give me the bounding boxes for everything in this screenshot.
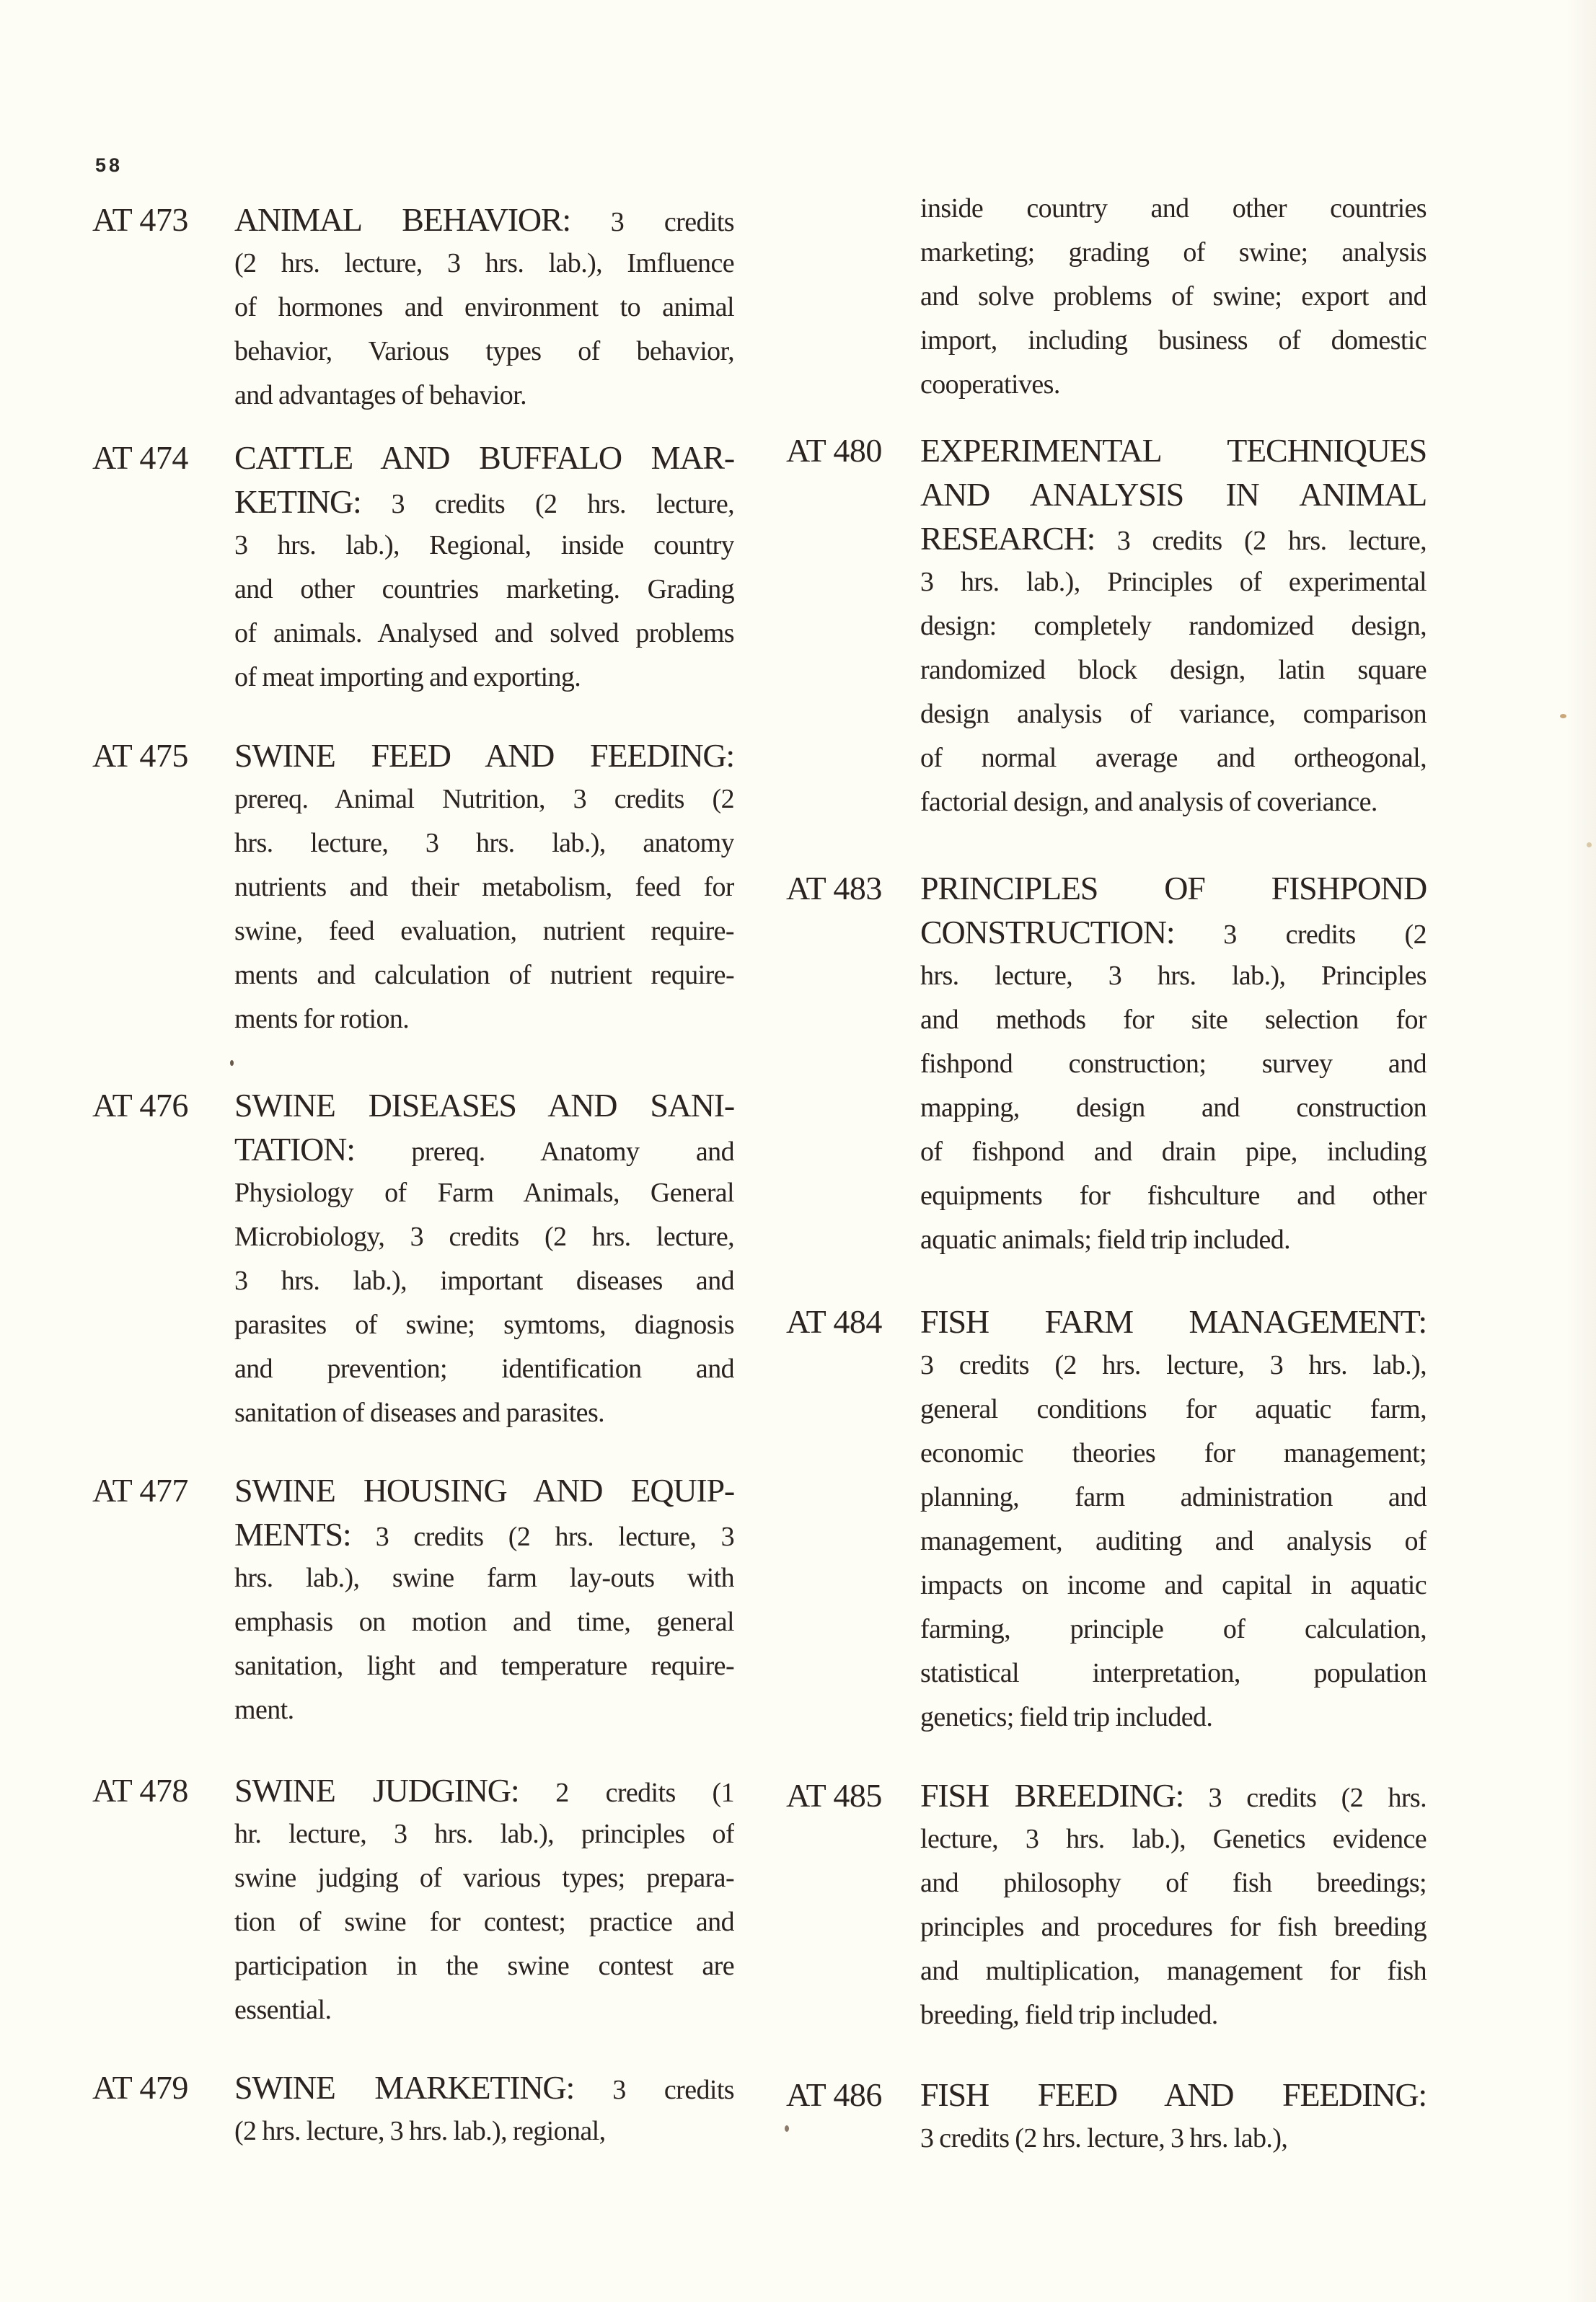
course-code: AT 475 (92, 737, 188, 774)
course-description: hrs. lecture, 3 hrs. lab.), anatomy (234, 828, 734, 858)
text-line (234, 568, 734, 612)
course-text (234, 436, 734, 700)
course-description: 3 hrs. lab.), important diseases and (234, 1266, 734, 1296)
course-title: AND ANALYSIS IN ANIMAL (920, 476, 1427, 513)
course-title: EXPERIMENTAL TECHNIQUES (920, 432, 1427, 469)
course-description: and multiplication, management for fish (920, 1956, 1427, 1986)
text-line (234, 1468, 734, 1512)
text-line (234, 1988, 734, 2032)
course-description: ments and calculation of nutrient require- (234, 960, 734, 990)
course-title: SWINE MARKETING: (234, 2069, 575, 2106)
course-description: sanitation of diseases and parasites. (234, 1398, 605, 1428)
course-title: FISH FARM MANAGEMENT: (920, 1303, 1427, 1340)
course-text (234, 2065, 734, 2153)
course-title: KETING: (234, 483, 361, 520)
course-text (920, 428, 1427, 824)
course-description: farming, principle of calculation, (920, 1614, 1427, 1644)
course-description: 3 credits (2 hrs. (1183, 1783, 1427, 1813)
text-line (234, 777, 734, 821)
text-line (234, 1303, 734, 1347)
scan-speck (1560, 714, 1566, 718)
course-title: SWINE HOUSING AND EQUIP- (234, 1472, 734, 1509)
text-line (920, 1174, 1427, 1218)
text-line (920, 910, 1427, 954)
text-line (234, 374, 734, 418)
course-description: swine, feed evaluation, nutrient require- (234, 916, 734, 946)
text-line (920, 2073, 1427, 2117)
text-line (920, 560, 1427, 604)
course-description: and philosophy of fish breedings; (920, 1868, 1427, 1898)
text-line (920, 428, 1427, 472)
course-code: AT 476 (92, 1087, 188, 1124)
text-line (234, 330, 734, 374)
course-description: design: completely randomized design, (920, 611, 1427, 641)
text-line (920, 998, 1427, 1042)
course-description: principles and procedures for fish breeding (920, 1912, 1427, 1942)
course-description: statistical interpretation, population (920, 1658, 1427, 1688)
course-description: behavior, Various types of behavior, (234, 336, 734, 366)
text-line (920, 1949, 1427, 1993)
text-line (234, 480, 734, 524)
text-line (234, 286, 734, 330)
course-description: of fishpond and drain pipe, including (920, 1137, 1427, 1167)
text-line (920, 1300, 1427, 1344)
course-description: of hormones and environment to animal (234, 292, 734, 322)
course-text (234, 198, 734, 418)
course-description: 3 credits (2 hrs. lecture, 3 hrs. lab.), (920, 2123, 1288, 2153)
course-description: parasites of swine; symtoms, diagnosis (234, 1310, 734, 1340)
course-code: AT 485 (786, 1777, 882, 1814)
course-description: general conditions for aquatic farm, (920, 1394, 1427, 1424)
course-code: AT 479 (92, 2069, 188, 2106)
course-description: hrs. lab.), swine farm lay-outs with (234, 1563, 734, 1593)
text-line (234, 1812, 734, 1856)
course-description: management, auditing and analysis of (920, 1526, 1427, 1556)
text-line (920, 1993, 1427, 2037)
text-line (234, 997, 734, 1041)
text-line (920, 1564, 1427, 1608)
text-line (920, 1905, 1427, 1949)
course-description: Microbiology, 3 credits (2 hrs. lecture, (234, 1222, 734, 1252)
text-line (920, 736, 1427, 780)
text-line (234, 612, 734, 656)
course-description: of meat importing and exporting. (234, 662, 581, 692)
text-line (920, 1608, 1427, 1651)
text-line (234, 909, 734, 953)
text-line (234, 524, 734, 568)
scan-speck (230, 1060, 234, 1066)
continued-entry-at-479 (920, 187, 1427, 407)
text-line (234, 2109, 734, 2153)
course-text (234, 733, 734, 1041)
text-line (234, 1259, 734, 1303)
text-line (920, 780, 1427, 824)
course-code: AT 480 (786, 432, 882, 469)
course-description: (2 hrs. lecture, 3 hrs. lab.), Imfluence (234, 248, 734, 278)
course-description: essential. (234, 1995, 332, 2025)
course-description: 3 credits (570, 207, 734, 237)
course-text (234, 1768, 734, 2032)
course-description: and other countries marketing. Grading (234, 574, 734, 604)
text-line (920, 866, 1427, 910)
text-line (234, 2065, 734, 2109)
course-title: TATION: (234, 1131, 355, 1168)
course-description: breeding, field trip included. (920, 2000, 1218, 2030)
text-line (234, 1944, 734, 1988)
course-title: SWINE FEED AND FEEDING: (234, 737, 734, 774)
course-description: 3 credits (574, 2075, 734, 2105)
course-description: genetics; field trip included. (920, 1702, 1213, 1732)
text-line (920, 1388, 1427, 1432)
course-description: 3 credits (2 hrs. lecture, (1095, 526, 1427, 556)
course-description: of animals. Analysed and solved problems (234, 618, 734, 648)
course-title: CATTLE AND BUFFALO MAR- (234, 439, 734, 476)
text-line (920, 1695, 1427, 1739)
text-line (234, 1127, 734, 1171)
text-line (920, 604, 1427, 648)
text-line (920, 1520, 1427, 1564)
text-line (920, 1086, 1427, 1130)
course-description: design analysis of variance, comparison (920, 699, 1427, 729)
course-title: RESEARCH: (920, 520, 1095, 557)
course-code: AT 474 (92, 439, 188, 476)
text-line (920, 954, 1427, 998)
course-text (920, 1773, 1427, 2037)
course-title: SWINE JUDGING: (234, 1772, 519, 1809)
course-title: FISH FEED AND FEEDING: (920, 2076, 1427, 2113)
text-line (920, 1042, 1427, 1086)
course-description: Physiology of Farm Animals, General (234, 1178, 734, 1208)
text-line (234, 1347, 734, 1391)
course-code: AT 478 (92, 1772, 188, 1809)
course-code: AT 477 (92, 1472, 188, 1509)
course-description: aquatic animals; field trip included. (920, 1225, 1291, 1255)
text-line (234, 1391, 734, 1435)
text-line: import, including business of domestic (920, 325, 1427, 356)
course-description: prereq. Animal Nutrition, 3 credits (2 (234, 784, 734, 814)
course-text (920, 2073, 1427, 2161)
course-text (920, 1300, 1427, 1739)
course-code: AT 483 (786, 870, 882, 907)
course-text (920, 866, 1427, 1262)
text-line (920, 692, 1427, 736)
course-description: 3 hrs. lab.), Regional, inside country (234, 530, 734, 560)
text-line (234, 1171, 734, 1215)
course-description: participation in the swine contest are (234, 1951, 734, 1981)
course-description: impacts on income and capital in aquatic (920, 1570, 1427, 1600)
scan-speck (1587, 842, 1592, 847)
text-line (234, 1900, 734, 1944)
text-line (920, 472, 1427, 516)
course-description: mapping, design and construction (920, 1093, 1427, 1123)
text-line (234, 865, 734, 909)
course-description: and methods for site selection for (920, 1005, 1427, 1035)
text-line (234, 436, 734, 480)
text-line (234, 1768, 734, 1812)
course-description: of normal average and ortheogonal, (920, 743, 1427, 773)
course-code: AT 473 (92, 201, 188, 238)
course-title: FISH BREEDING: (920, 1777, 1184, 1814)
text-line (234, 1215, 734, 1259)
course-title: MENTS: (234, 1516, 351, 1553)
course-description: 3 credits (2 hrs. lecture, 3 (350, 1522, 734, 1552)
course-description: emphasis on motion and time, general (234, 1607, 734, 1637)
course-description: economic theories for management; (920, 1438, 1427, 1468)
text-line (920, 1817, 1427, 1861)
scan-speck (785, 2125, 789, 2132)
text-line (920, 1432, 1427, 1476)
course-description: sanitation, light and temperature require- (234, 1651, 734, 1681)
text-line (234, 1644, 734, 1688)
course-description: ments for rotion. (234, 1004, 410, 1034)
course-description: lecture, 3 hrs. lab.), Genetics evidence (920, 1824, 1427, 1854)
course-title: ANIMAL BEHAVIOR: (234, 201, 570, 238)
course-description: 3 credits (2 hrs. lecture, (361, 489, 734, 519)
text-line (920, 516, 1427, 560)
course-description: ment. (234, 1695, 294, 1725)
text-line (920, 2117, 1427, 2161)
course-description: 3 credits (2 hrs. lecture, 3 hrs. lab.), (920, 1350, 1427, 1380)
text-line (234, 733, 734, 777)
course-description: factorial design, and analysis of coveriance. (920, 787, 1377, 817)
text-line (920, 648, 1427, 692)
course-description: (2 hrs. lecture, 3 hrs. lab.), regional, (234, 2116, 606, 2146)
text-line (234, 1556, 734, 1600)
course-description: 3 credits (2 (1174, 920, 1427, 950)
text-line (234, 1856, 734, 1900)
text-line (234, 1600, 734, 1644)
course-description: and advantages of behavior. (234, 380, 526, 410)
text-line (234, 953, 734, 997)
text-line (920, 1344, 1427, 1388)
text-line (234, 656, 734, 700)
course-description: tion of swine for contest; practice and (234, 1907, 734, 1937)
course-description: hr. lecture, 3 hrs. lab.), principles of (234, 1819, 734, 1849)
course-code: AT 484 (786, 1303, 882, 1340)
text-line (234, 1688, 734, 1732)
text-line: and solve problems of swine; export and (920, 281, 1427, 312)
text-line (234, 242, 734, 286)
course-title: PRINCIPLES OF FISHPOND (920, 870, 1427, 907)
course-description: 3 hrs. lab.), Principles of experimental (920, 567, 1427, 597)
text-line (234, 1512, 734, 1556)
course-title: CONSTRUCTION: (920, 914, 1175, 951)
course-description: fishpond construction; survey and (920, 1049, 1427, 1079)
page-edge-shadow (1567, 0, 1596, 2302)
course-description: planning, farm administration and (920, 1482, 1427, 1512)
course-code: AT 486 (786, 2076, 882, 2113)
text-line (920, 1476, 1427, 1520)
course-description: nutrients and their metabolism, feed for (234, 872, 734, 902)
course-description: equipments for fishculture and other (920, 1181, 1427, 1211)
text-line (920, 1218, 1427, 1262)
course-description: randomized block design, latin square (920, 655, 1427, 685)
text-line (234, 198, 734, 242)
text-line: marketing; grading of swine; analysis (920, 237, 1427, 268)
text-line (234, 821, 734, 865)
course-description: prereq. Anatomy and (354, 1137, 734, 1167)
text-line (920, 1651, 1427, 1695)
text-line: inside country and other countries (920, 193, 1427, 224)
text-line (234, 1083, 734, 1127)
text-line (920, 1773, 1427, 1817)
course-description: 2 credits (1 (519, 1778, 734, 1808)
course-description: swine judging of various types; prepara- (234, 1863, 734, 1893)
page-number: 58 (95, 154, 123, 176)
text-line (920, 1130, 1427, 1174)
course-description: hrs. lecture, 3 hrs. lab.), Principles (920, 961, 1427, 991)
text-line: cooperatives. (920, 369, 1060, 400)
course-text (234, 1468, 734, 1732)
text-line (920, 1861, 1427, 1905)
course-description: and prevention; identification and (234, 1354, 734, 1384)
course-title: SWINE DISEASES AND SANI- (234, 1087, 734, 1124)
course-text (234, 1083, 734, 1435)
